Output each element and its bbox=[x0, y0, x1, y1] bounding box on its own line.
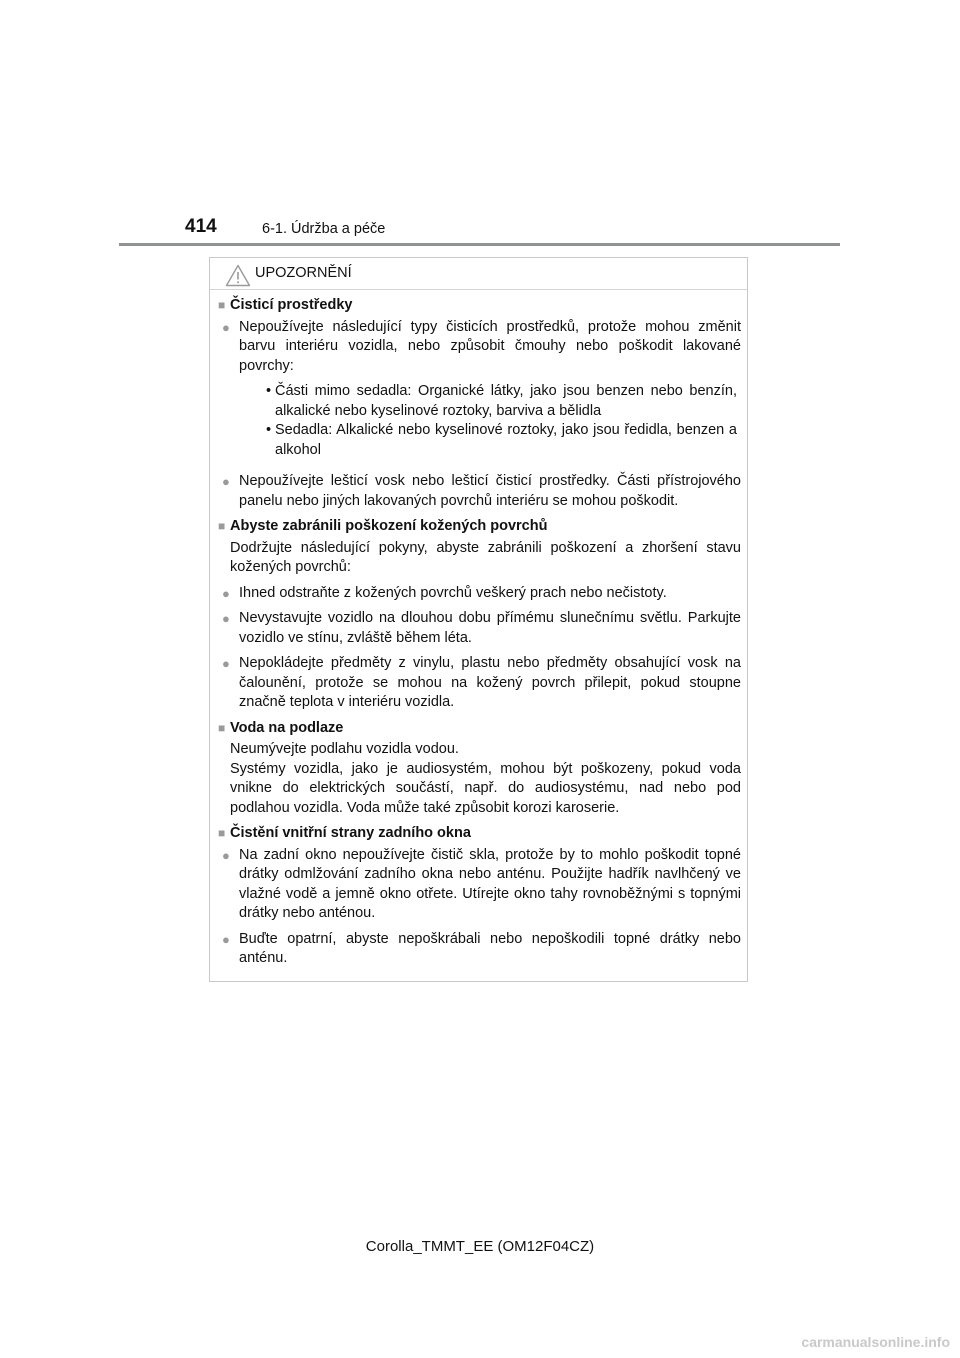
list-item: ● Buďte opatrní, abyste nepoškrábali nebo nepoškodili topné drátky nebo anténu. bbox=[218, 930, 741, 969]
square-bullet-icon: ■ bbox=[218, 826, 226, 840]
square-bullet-icon: ■ bbox=[218, 519, 226, 533]
square-bullet-icon: ■ bbox=[218, 720, 226, 735]
watermark: carmanualsonline.info bbox=[801, 1334, 950, 1350]
sub-list bbox=[260, 382, 741, 460]
list-item: ● Ihned odstraňte z kožených povrchů veškerý prach nebo nečistoty. bbox=[218, 584, 741, 604]
section-floor-water bbox=[218, 719, 741, 819]
square-bullet-icon: ■ bbox=[218, 298, 226, 312]
section-heading: ■ Voda na podlaze bbox=[218, 719, 741, 739]
circle-bullet-icon: ● bbox=[222, 656, 230, 671]
circle-bullet-icon: ● bbox=[222, 474, 230, 489]
warning-content bbox=[210, 296, 747, 975]
list-item: ● Nevystavujte vozidlo na dlouhou dobu přímému slunečnímu světlu. Parkujte vozidlo ve stínu, zvláště během léta. bbox=[218, 609, 741, 648]
section-body: Neumývejte podlahu vozidla vodou. Systémy vozidla, jako je audiosystém, mohou být poškozeny, pokud voda vnikne do elektrických součástí, např. do audiosystému, nad nebo pod podlahou vozidla. Voda může také způsobit korozi karoserie. bbox=[230, 741, 741, 816]
circle-bullet-icon: ● bbox=[222, 319, 230, 335]
list-item: ● Nepokládejte předměty z vinylu, plastu nebo předměty obsahující vosk na čalounění, protože se mohou na kožený povrch přilepit, pokud stoupne značně teplota v interiéru vozidla. bbox=[218, 654, 741, 713]
warning-title: UPOZORNĚNÍ bbox=[255, 265, 352, 281]
section-rear-window bbox=[218, 824, 741, 969]
sub-list-item: • Sedadla: Alkalické nebo kyselinové roztoky, jako jsou ředidla, benzen a alkohol bbox=[260, 421, 741, 460]
warning-box bbox=[209, 257, 748, 982]
page-number: 414 bbox=[185, 216, 217, 237]
dot-bullet-icon: • bbox=[266, 383, 272, 399]
warning-triangle-icon bbox=[225, 264, 251, 287]
list-item: ● Na zadní okno nepoužívejte čistič skla, protože by to mohlo poškodit topné drátky odmlžování zadního okna nebo anténu. Použijte hadřík navlhčený ve vlažné vodě a jemně okno otřete. Utírejte okno tahy rovnoběžnými s topnými drátky nebo anténou. bbox=[218, 846, 741, 924]
warning-header bbox=[210, 258, 747, 290]
dot-bullet-icon: • bbox=[266, 422, 272, 438]
section-cleaning-agents bbox=[218, 296, 741, 511]
sub-list-item: • Části mimo sedadla: Organické látky, jako jsou benzen nebo benzín, alkalické nebo kyselinové roztoky, barviva a bělidla bbox=[260, 382, 741, 421]
list-item: ● Nepoužívejte lešticí vosk nebo lešticí čisticí prostředky. Části přístrojového panelu nebo jiných lakovaných povrchů interiéru se mohou poškodit. bbox=[218, 472, 741, 511]
section-heading: ■ Čisticí prostředky bbox=[218, 296, 741, 316]
section-title: 6-1. Údržba a péče bbox=[262, 221, 386, 237]
list-item: ● Nepoužívejte následující typy čisticích prostředků, protože mohou změnit barvu interiéru vozidla, nebo způsobit čmouhy nebo poškodit lakované povrchy: • Části mimo sedadla: Organické látky, jako jsou benzen nebo benzín, alkalické nebo kyselinové roztoky, barviva a bělidla • Sedadla: Alkalické nebo kyselinové roztoky, jako jsou ředidla, benzen a alkohol bbox=[218, 318, 741, 467]
circle-bullet-icon: ● bbox=[222, 611, 230, 626]
header-divider bbox=[119, 243, 840, 246]
section-heading: ■ Čistění vnitřní strany zadního okna bbox=[218, 824, 741, 844]
page-footer: Corolla_TMMT_EE (OM12F04CZ) bbox=[365, 1238, 595, 1255]
circle-bullet-icon: ● bbox=[222, 931, 230, 947]
section-body: Dodržujte následující pokyny, abyste zabránili poškození a zhoršení stavu kožených povrchů: bbox=[230, 539, 741, 575]
section-leather bbox=[218, 517, 741, 713]
section-heading: ■ Abyste zabránili poškození kožených povrchů bbox=[218, 517, 741, 537]
circle-bullet-icon: ● bbox=[222, 585, 230, 601]
circle-bullet-icon: ● bbox=[222, 847, 230, 863]
